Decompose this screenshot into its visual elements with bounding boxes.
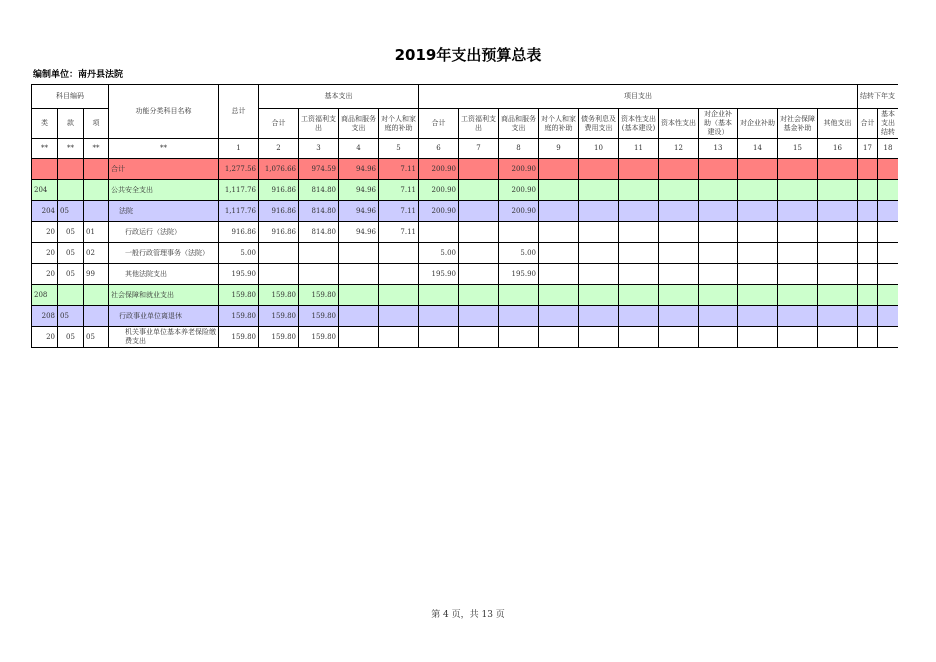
cell-kuan: 05 (58, 201, 84, 222)
cell-value (419, 327, 459, 348)
table-row (32, 285, 899, 306)
table-row (32, 180, 899, 201)
cell-value: 7.11 (379, 159, 419, 180)
cell-value: 195.90 (419, 264, 459, 285)
cell-value (878, 159, 899, 180)
cell-value: 916.86 (259, 222, 299, 243)
header-index-cell: 12 (659, 139, 699, 159)
cell-value (699, 159, 738, 180)
header-index-cell: 3 (299, 139, 339, 159)
header-index-cell: 6 (419, 139, 459, 159)
cell-kuan (58, 159, 84, 180)
cell-value: 916.86 (259, 201, 299, 222)
cell-value (699, 180, 738, 201)
header-index-cell: 14 (738, 139, 778, 159)
cell-value (379, 264, 419, 285)
cell-value: 159.80 (259, 327, 299, 348)
cell-value: 1,076.66 (259, 159, 299, 180)
header-index-cell: 13 (699, 139, 738, 159)
header-index-cell: 9 (539, 139, 579, 159)
cell-value (738, 285, 778, 306)
cell-value (419, 285, 459, 306)
cell-lei: 204 (32, 201, 58, 222)
cell-value (379, 327, 419, 348)
cell-kuan (58, 285, 84, 306)
cell-value (878, 243, 899, 264)
cell-value (459, 306, 499, 327)
cell-value (858, 306, 878, 327)
cell-value: 200.90 (419, 201, 459, 222)
cell-value (539, 159, 579, 180)
header-code-group: 科目编码 (32, 85, 109, 109)
cell-value: 200.90 (499, 159, 539, 180)
cell-value: 159.80 (259, 306, 299, 327)
table-row (32, 306, 899, 327)
header-index-cell: 11 (619, 139, 659, 159)
table-row (32, 201, 899, 222)
cell-value (579, 180, 619, 201)
cell-value (419, 306, 459, 327)
cell-value (818, 180, 858, 201)
cell-value (878, 264, 899, 285)
cell-value (778, 180, 818, 201)
cell-lei: 20 (32, 222, 58, 243)
cell-value: 159.80 (299, 327, 339, 348)
cell-value (379, 285, 419, 306)
cell-value (339, 306, 379, 327)
cell-name: 合计 (109, 159, 219, 180)
cell-value: 5.00 (499, 243, 539, 264)
cell-value (738, 180, 778, 201)
cell-name: 机关事业单位基本养老保险缴费支出 (109, 327, 219, 348)
header-basic-col: 商品和服务支出 (339, 109, 379, 139)
cell-value (738, 159, 778, 180)
cell-value (699, 222, 738, 243)
page-footer: 第 4 页，共 13 页 (431, 610, 505, 620)
cell-xiang (84, 285, 109, 306)
header-carry-col: 合计 (858, 109, 878, 139)
cell-value (539, 327, 579, 348)
cell-value (659, 285, 699, 306)
cell-name: 行政运行（法院） (109, 222, 219, 243)
cell-value: 94.96 (339, 180, 379, 201)
cell-lei: 20 (32, 264, 58, 285)
header-index-cell: ** (58, 139, 84, 159)
cell-value (858, 180, 878, 201)
header-project-col: 商品和服务支出 (499, 109, 539, 139)
cell-value (778, 243, 818, 264)
cell-name: 公共安全支出 (109, 180, 219, 201)
cell-value (459, 201, 499, 222)
cell-value (539, 243, 579, 264)
cell-value (459, 243, 499, 264)
cell-value (699, 285, 738, 306)
header-project-col: 对企业补助 (738, 109, 778, 139)
cell-lei (32, 159, 58, 180)
cell-value (858, 327, 878, 348)
cell-value: 159.80 (219, 327, 259, 348)
cell-value (539, 201, 579, 222)
cell-value: 195.90 (499, 264, 539, 285)
header-kuan: 款 (58, 109, 84, 139)
cell-value (699, 306, 738, 327)
cell-name: 其他法院支出 (109, 264, 219, 285)
header-basic-col: 对个人和家庭的补助 (379, 109, 419, 139)
cell-value (778, 159, 818, 180)
cell-value (878, 180, 899, 201)
cell-name: 一般行政管理事务（法院） (109, 243, 219, 264)
cell-value (699, 243, 738, 264)
cell-lei: 20 (32, 327, 58, 348)
cell-value (858, 285, 878, 306)
table-row (32, 159, 899, 180)
cell-value (579, 306, 619, 327)
cell-value: 1,117.76 (219, 201, 259, 222)
cell-value (659, 306, 699, 327)
header-carry-col: 基本支出结转 (878, 109, 899, 139)
header-index-cell: 1 (219, 139, 259, 159)
cell-xiang (84, 159, 109, 180)
header-index-cell: 18 (878, 139, 899, 159)
cell-value (878, 285, 899, 306)
cell-value (659, 201, 699, 222)
cell-value: 200.90 (499, 201, 539, 222)
header-basic-group: 基本支出 (259, 85, 419, 109)
cell-value: 200.90 (419, 159, 459, 180)
cell-value (818, 327, 858, 348)
header-project-col: 对个人和家庭的补助 (539, 109, 579, 139)
header-basic-col: 工资福利支出 (299, 109, 339, 139)
cell-value (619, 243, 659, 264)
cell-value (659, 327, 699, 348)
cell-value (619, 306, 659, 327)
cell-value (738, 201, 778, 222)
cell-value (778, 306, 818, 327)
cell-value (699, 201, 738, 222)
cell-value: 5.00 (419, 243, 459, 264)
cell-value (818, 264, 858, 285)
cell-value (459, 180, 499, 201)
cell-value (579, 243, 619, 264)
cell-value (419, 222, 459, 243)
cell-value (539, 180, 579, 201)
cell-value: 1,117.76 (219, 180, 259, 201)
cell-value: 7.11 (379, 222, 419, 243)
cell-value (818, 201, 858, 222)
cell-value (619, 285, 659, 306)
cell-value (459, 327, 499, 348)
cell-value (878, 306, 899, 327)
cell-value (579, 285, 619, 306)
cell-value (778, 285, 818, 306)
cell-value (699, 264, 738, 285)
cell-value (619, 264, 659, 285)
header-index-cell: 7 (459, 139, 499, 159)
cell-value (778, 201, 818, 222)
header-basic-col: 合计 (259, 109, 299, 139)
cell-xiang: 01 (84, 222, 109, 243)
cell-lei: 20 (32, 243, 58, 264)
cell-xiang: 02 (84, 243, 109, 264)
cell-value (619, 327, 659, 348)
cell-value: 159.80 (299, 306, 339, 327)
cell-value (579, 201, 619, 222)
cell-value (878, 327, 899, 348)
header-index-cell: 2 (259, 139, 299, 159)
cell-value (459, 222, 499, 243)
cell-name: 法院 (109, 201, 219, 222)
cell-value: 195.90 (219, 264, 259, 285)
cell-value (259, 243, 299, 264)
cell-value (858, 243, 878, 264)
cell-value (499, 222, 539, 243)
cell-value (659, 264, 699, 285)
cell-value: 814.80 (299, 222, 339, 243)
cell-lei: 208 (32, 306, 58, 327)
cell-value (459, 264, 499, 285)
header-project-col: 资本性支出(基本建设) (619, 109, 659, 139)
cell-value (818, 306, 858, 327)
cell-value (878, 201, 899, 222)
cell-value (818, 222, 858, 243)
cell-value (339, 285, 379, 306)
cell-value (299, 243, 339, 264)
header-index-cell: 8 (499, 139, 539, 159)
header-project-col: 资本性支出 (659, 109, 699, 139)
table-row (32, 222, 899, 243)
cell-name: 行政事业单位离退休 (109, 306, 219, 327)
header-project-col: 对企业补助（基本建设） (699, 109, 738, 139)
cell-value (778, 222, 818, 243)
cell-value (619, 222, 659, 243)
cell-value (878, 222, 899, 243)
cell-lei: 204 (32, 180, 58, 201)
cell-value (858, 159, 878, 180)
cell-name: 社会保障和就业支出 (109, 285, 219, 306)
cell-value (659, 180, 699, 201)
cell-value (339, 243, 379, 264)
cell-value: 159.80 (299, 285, 339, 306)
cell-value (539, 264, 579, 285)
page-title: 2019年支出预算总表 (394, 46, 542, 64)
header-project-col: 债务利息及费用支出 (579, 109, 619, 139)
header-total: 总计 (219, 85, 259, 139)
cell-kuan: 05 (58, 306, 84, 327)
cell-value (579, 222, 619, 243)
cell-value: 814.80 (299, 201, 339, 222)
cell-lei: 208 (32, 285, 58, 306)
cell-xiang (84, 201, 109, 222)
cell-value (619, 159, 659, 180)
cell-xiang (84, 180, 109, 201)
cell-value (659, 243, 699, 264)
header-name: 功能分类科目名称 (109, 85, 219, 139)
header-project-col: 其他支出 (818, 109, 858, 139)
header-index-cell: 15 (778, 139, 818, 159)
cell-value (659, 222, 699, 243)
cell-value (379, 243, 419, 264)
cell-value (539, 222, 579, 243)
cell-value (738, 306, 778, 327)
header-lei: 类 (32, 109, 58, 139)
header-index-cell: 4 (339, 139, 379, 159)
header-index-cell: 5 (379, 139, 419, 159)
cell-value: 159.80 (219, 306, 259, 327)
cell-value (659, 159, 699, 180)
cell-value (738, 264, 778, 285)
cell-value: 5.00 (219, 243, 259, 264)
cell-value: 94.96 (339, 222, 379, 243)
cell-value: 814.80 (299, 180, 339, 201)
cell-value: 916.86 (219, 222, 259, 243)
cell-value: 94.96 (339, 201, 379, 222)
cell-value (499, 306, 539, 327)
cell-kuan: 05 (58, 243, 84, 264)
cell-value: 200.90 (419, 180, 459, 201)
cell-value (339, 327, 379, 348)
cell-value (778, 327, 818, 348)
cell-kuan: 05 (58, 222, 84, 243)
header-index-cell: ** (84, 139, 109, 159)
cell-value (579, 264, 619, 285)
cell-value (459, 285, 499, 306)
cell-value (619, 180, 659, 201)
cell-value: 1,277.56 (219, 159, 259, 180)
cell-xiang (84, 306, 109, 327)
cell-value (259, 264, 299, 285)
table-row (32, 327, 899, 348)
header-carry-group: 结转下年支 (858, 85, 899, 109)
cell-value (499, 285, 539, 306)
page-clip (898, 84, 936, 354)
header-project-col: 对社会保障基金补助 (778, 109, 818, 139)
cell-value (459, 159, 499, 180)
header-index-cell: 17 (858, 139, 878, 159)
cell-value: 974.59 (299, 159, 339, 180)
cell-value: 200.90 (499, 180, 539, 201)
cell-value (738, 222, 778, 243)
cell-value (738, 327, 778, 348)
table-row (32, 264, 899, 285)
cell-value (818, 285, 858, 306)
cell-value: 916.86 (259, 180, 299, 201)
header-index-cell: 10 (579, 139, 619, 159)
cell-value: 94.96 (339, 159, 379, 180)
cell-xiang: 99 (84, 264, 109, 285)
cell-value (778, 264, 818, 285)
cell-value: 159.80 (259, 285, 299, 306)
cell-value (379, 306, 419, 327)
cell-value (339, 264, 379, 285)
cell-value: 159.80 (219, 285, 259, 306)
table-row (32, 243, 899, 264)
cell-value (818, 243, 858, 264)
header-xiang: 项 (84, 109, 109, 139)
cell-value (738, 243, 778, 264)
cell-value (499, 327, 539, 348)
cell-xiang: 05 (84, 327, 109, 348)
cell-value (858, 222, 878, 243)
cell-value (619, 201, 659, 222)
cell-value (539, 306, 579, 327)
cell-value (579, 159, 619, 180)
cell-value (539, 285, 579, 306)
cell-value: 7.11 (379, 201, 419, 222)
cell-kuan: 05 (58, 327, 84, 348)
cell-value (699, 327, 738, 348)
header-index-cell: ** (109, 139, 219, 159)
cell-kuan: 05 (58, 264, 84, 285)
header-project-col: 合计 (419, 109, 459, 139)
cell-kuan (58, 180, 84, 201)
header-index-cell: 16 (818, 139, 858, 159)
header-project-col: 工资福利支出 (459, 109, 499, 139)
cell-value (818, 159, 858, 180)
cell-value (858, 264, 878, 285)
compiling-unit-label: 编制单位：南丹县法院 (33, 70, 124, 80)
cell-value: 7.11 (379, 180, 419, 201)
budget-table (31, 84, 899, 348)
header-index-cell: ** (32, 139, 58, 159)
cell-value (579, 327, 619, 348)
cell-value (299, 264, 339, 285)
cell-value (858, 201, 878, 222)
header-project-group: 项目支出 (419, 85, 858, 109)
